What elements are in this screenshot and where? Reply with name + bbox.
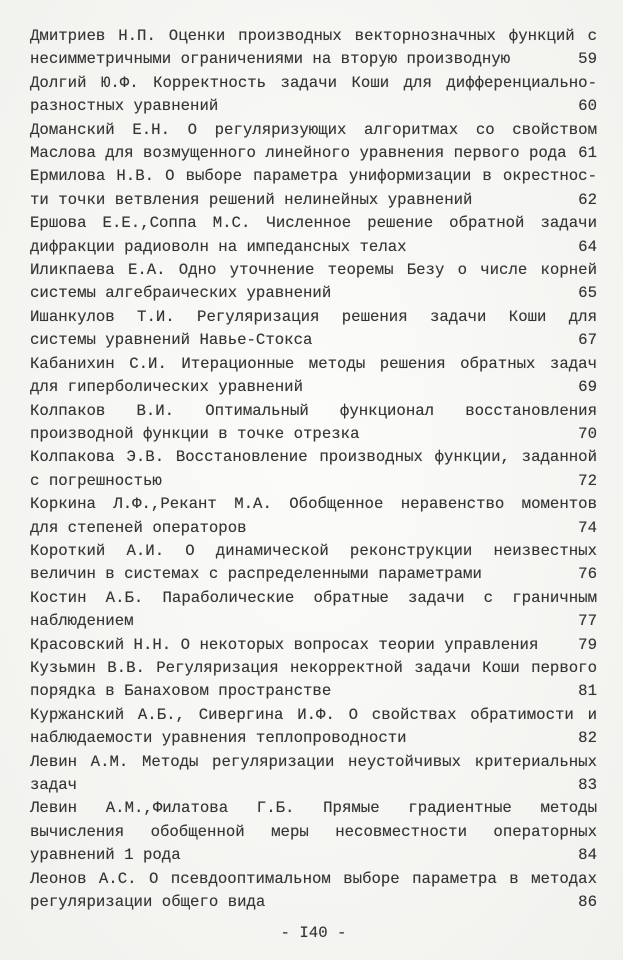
entry-page-number: 67 — [578, 331, 597, 350]
entry-final-line — [30, 680, 597, 703]
entry-text-line: Кабанихин С.И. Итерационные методы решения обратных задач — [30, 354, 597, 373]
entry-final-line — [30, 727, 597, 750]
entry-page-number: 79 — [578, 635, 597, 654]
entry-page-number: 76 — [578, 565, 597, 584]
entry-page-number: 72 — [578, 471, 597, 490]
entry-text-line: Долгий Ю.Ф. Корректность задачи Коши для дифференциально- — [30, 73, 597, 92]
entry-final-line — [30, 563, 597, 586]
entry-final-line — [30, 236, 597, 259]
toc-entry — [30, 634, 597, 657]
entry-text: Красовский Н.Н. О некоторых вопросах теории управления — [30, 635, 539, 654]
entry-text-line: Доманский Е.Н. О регуляризующих алгоритмах со свойством — [30, 120, 597, 139]
toc-entry — [30, 25, 597, 72]
entry-page-number: 64 — [578, 237, 597, 256]
entry-text: ти точки ветвления решений нелинейных уравнений — [30, 190, 473, 209]
toc-entry — [30, 704, 597, 751]
entry-text: наблюдением — [30, 612, 134, 631]
entry-page-number: 77 — [578, 612, 597, 631]
toc-entry — [30, 540, 597, 587]
toc-entry — [30, 72, 597, 119]
entry-page-number: 84 — [578, 846, 597, 865]
toc-entries — [30, 25, 597, 914]
entry-final-line — [30, 891, 597, 914]
toc-entry — [30, 797, 597, 867]
entry-final-line — [30, 282, 597, 305]
entry-page-number: 62 — [578, 190, 597, 209]
entry-text: порядка в Банаховом пространстве — [30, 682, 332, 701]
toc-entry — [30, 868, 597, 915]
toc-entry — [30, 353, 597, 400]
entry-text-line: Иликпаева Е.А. Одно уточнение теоремы Безу о числе корней — [30, 261, 597, 280]
entry-text-line: Колпакова Э.В. Восстановление производных функции, заданной — [30, 448, 597, 467]
entry-text-line: Ермилова Н.В. О выборе параметра униформизации в окрестнос- — [30, 167, 597, 186]
entry-page-number: 74 — [578, 518, 597, 537]
entry-final-line — [30, 634, 597, 657]
entry-final-line — [30, 48, 597, 71]
entry-final-line — [30, 610, 597, 633]
entry-page-number: 83 — [578, 776, 597, 794]
toc-entry — [30, 446, 597, 493]
entry-text-line: Короткий А.И. О динамической реконструкции неизвестных — [30, 541, 597, 560]
entry-text-line: Куржанский А.Б., Сивергина И.Ф. О свойствах обратимости и — [30, 705, 597, 724]
toc-entry — [30, 259, 597, 306]
page-number-footer: - I40 - — [280, 924, 347, 943]
entry-text-line: Кузьмин В.В. Регуляризация некорректной задачи Коши первого — [30, 658, 597, 677]
entry-text-line: Левин А.М. Методы регуляризации неустойчивых критериальных — [30, 752, 597, 771]
entry-final-line — [30, 142, 597, 165]
entry-final-line — [30, 844, 597, 867]
entry-page-number: 60 — [578, 97, 597, 116]
entry-text: дифракции радиоволн на импедансных телах — [30, 237, 407, 256]
entry-final-line — [30, 95, 597, 118]
entry-text: для гиперболических уравнений — [30, 378, 304, 397]
toc-entry — [30, 212, 597, 259]
entry-final-line — [30, 329, 597, 352]
entry-page-number: 86 — [578, 893, 597, 912]
toc-entry — [30, 493, 597, 540]
toc-entry — [30, 657, 597, 704]
entry-page-number: 59 — [578, 50, 597, 69]
entry-page-number: 81 — [578, 682, 597, 701]
entry-page-number: 82 — [578, 729, 597, 748]
toc-entry — [30, 751, 597, 798]
entry-final-line — [30, 517, 597, 540]
entry-text-line: Колпаков В.И. Оптимальный функционал восстановления — [30, 401, 597, 420]
entry-text: величин в системах с распределенными параметрами — [30, 565, 482, 584]
entry-text: для степеней операторов — [30, 518, 247, 537]
entry-final-line — [30, 376, 597, 399]
toc-entry — [30, 119, 597, 166]
toc-entry — [30, 400, 597, 447]
entry-text: наблюдаемости уравнения теплопроводности — [30, 729, 407, 748]
entry-final-line — [30, 189, 597, 212]
entry-final-line — [30, 423, 597, 446]
toc-entry — [30, 306, 597, 353]
entry-text-line: вычисления обобщенной меры несовместности операторных — [30, 822, 597, 841]
entry-page-number: 70 — [578, 424, 597, 443]
entry-text: задач — [30, 776, 78, 794]
entry-text: несимметричными ограничениями на вторую производную — [30, 50, 511, 69]
entry-final-line — [30, 774, 597, 797]
entry-text-line: Ишанкулов Т.И. Регуляризация решения задачи Коши для — [30, 307, 597, 326]
entry-text: производной функции в точке отрезка — [30, 424, 360, 443]
entry-text-line: Леонов А.С. О псевдооптимальном выборе параметра в методах — [30, 869, 597, 888]
entry-text: системы алгебраических уравнений — [30, 284, 332, 303]
entry-text: с погрешностью — [30, 471, 162, 490]
toc-entry — [30, 587, 597, 634]
entry-text: Маслова для возмущенного линейного уравнения первого рода — [30, 144, 567, 163]
entry-final-line — [30, 470, 597, 493]
toc-entry — [30, 165, 597, 212]
entry-text-line: Костин А.Б. Параболические обратные задачи с граничным — [30, 588, 597, 607]
entry-text-line: Дмитриев Н.П. Оценки производных векторнозначных функций с — [30, 27, 597, 45]
entry-text: системы уравнений Навье-Стокса — [30, 331, 313, 350]
entry-page-number: 61 — [578, 144, 597, 163]
entry-text: регуляризации общего вида — [30, 893, 266, 912]
entry-page-number: 65 — [578, 284, 597, 303]
entry-text: уравнений 1 рода — [30, 846, 181, 865]
entry-text-line: Левин А.М.,Филатова Г.Б. Прямые градиентные методы — [30, 799, 597, 818]
entry-text-line: Коркина Л.Ф.,Рекант М.А. Обобщенное неравенство моментов — [30, 495, 597, 514]
entry-page-number: 69 — [578, 378, 597, 397]
entry-text: разностных уравнений — [30, 97, 219, 116]
entry-text-line: Ершова Е.Е.,Соппа М.С. Численное решение обратной задачи — [30, 214, 597, 233]
